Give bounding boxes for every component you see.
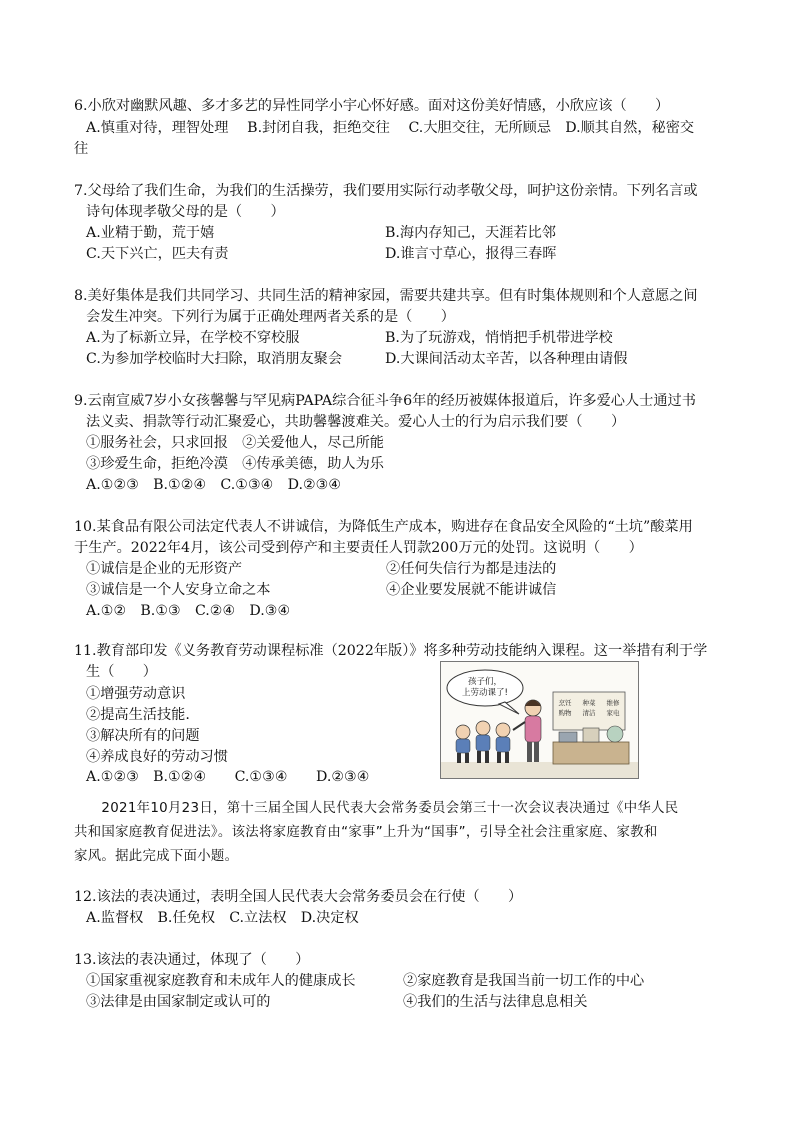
q7-option-c: C.天下兴亡，匹夫有责 xyxy=(86,246,229,262)
board-word-3: 维修 xyxy=(606,699,620,707)
q13-item-4: ④我们的生活与法律息息相关 xyxy=(403,994,588,1010)
q12-stem: 12.该法的表决通过，表明全国人民代表大会常务委员会在行使（ ） xyxy=(74,889,523,905)
q11-options: A.①②③ B.①②④ C.①③④ D.②③④ xyxy=(86,769,370,785)
q7-stem: 7.父母给了我们生命，为我们的生活操劳，我们要用实际行动孝敬父母，呵护这份亲情。下列名言或 xyxy=(74,183,698,199)
q13-stem: 13.该法的表决通过，体现了（ ） xyxy=(74,952,310,968)
q10-item-2: ②任何失信行为都是违法的 xyxy=(386,561,557,577)
q11-item-3: ③解决所有的问题 xyxy=(86,728,200,744)
material-line-2: 共和国家庭教育促进法》。该法将家庭教育由“家事”上升为“国事”，引导全社会注重家庭、家教和 xyxy=(74,825,658,840)
q10-item-3: ③诚信是一个人安身立命之本 xyxy=(86,582,271,598)
q7-option-a: A.业精于勤，荒于嬉 xyxy=(86,225,215,241)
bubble-line-1: 孩子们， xyxy=(467,677,503,687)
q8-option-b: B.为了玩游戏，悄悄把手机带进学校 xyxy=(385,330,613,346)
q10-item-1: ①诚信是企业的无形资产 xyxy=(86,561,243,577)
q8-stem-cont: 会发生冲突。下列行为属于正确处理两者关系的是（ ） xyxy=(86,309,455,325)
bubble-line-2: 上劳动课了! xyxy=(462,688,508,698)
q10-item-4: ④企业要发展就不能讲诚信 xyxy=(386,582,557,598)
board-word-6: 家电 xyxy=(606,709,620,717)
q7-stem-cont: 诗句体现孝敬父母的是（ ） xyxy=(86,204,285,220)
q13-item-3: ③法律是由国家制定或认可的 xyxy=(86,994,271,1010)
q11-item-2: ②提高生活技能. xyxy=(86,707,190,723)
q11-stem: 11.教育部印发《义务教育劳动课程标准（2022年版）》将多种劳动技能纳入课程。这一举措有利于学 xyxy=(74,643,708,659)
q6-options: A.慎重对待，理智处理 B.封闭自我，拒绝交往 C.大胆交往，无所顾忌 D.顺其自然，秘密交 xyxy=(86,120,695,136)
material-line-1: 2021年10月23日，第十三届全国人民代表大会常务委员会第三十一次会议表决通过《中华人民 xyxy=(74,801,679,816)
q13-item-1: ①国家重视家庭教育和未成年人的健康成长 xyxy=(86,973,356,989)
material-line-3: 家风。据此完成下面小题。 xyxy=(74,849,239,864)
labor-class-cartoon xyxy=(440,661,639,779)
q7-option-b: B.海内存知己，天涯若比邻 xyxy=(385,225,556,241)
q6-options-cont: 往 xyxy=(74,141,89,157)
q8-option-a: A.为了标新立异，在学校不穿校服 xyxy=(86,330,300,346)
q9-stem: 9.云南宣威7岁小女孩馨馨与罕见病PAPA综合征斗争6年的经历被媒体报道后，许多爱心人士通过书 xyxy=(74,393,696,409)
q8-option-d: D.大课间活动太辛苦，以各种理由请假 xyxy=(385,351,628,367)
q11-item-1: ①增强劳动意识 xyxy=(86,686,186,702)
q10-options: A.①② B.①③ C.②④ D.③④ xyxy=(86,603,291,619)
q9-items-2: ③珍爱生命，拒绝冷漠 ④传承美德，助人为乐 xyxy=(86,456,384,472)
board-word-1: 烹饪 xyxy=(558,699,572,707)
q9-items-1: ①服务社会，只求回报 ②关爱他人，尽己所能 xyxy=(86,435,384,451)
q11-item-4: ④养成良好的劳动习惯 xyxy=(86,749,228,765)
q9-stem-cont: 法义卖、捐款等行动汇聚爱心，共助馨馨渡难关。爱心人士的行为启示我们要（ ） xyxy=(86,414,626,430)
q12-options: A.监督权 B.任免权 C.立法权 D.决定权 xyxy=(86,910,359,926)
q13-item-2: ②家庭教育是我国当前一切工作的中心 xyxy=(403,973,645,989)
q9-options: A.①②③ B.①②④ C.①③④ D.②③④ xyxy=(86,477,342,493)
board-word-5: 清洁 xyxy=(582,709,596,717)
q10-stem-cont: 于生产。2022年4月，该公司受到停产和主要责任人罚款200万元的处罚。这说明（ ） xyxy=(74,540,643,556)
q8-option-c: C.为参加学校临时大扫除，取消朋友聚会 xyxy=(86,351,343,367)
q7-option-d: D.谁言寸草心，报得三春晖 xyxy=(385,246,557,262)
board-word-2: 种菜 xyxy=(582,699,596,707)
q6-stem: 6.小欣对幽默风趣、多才多艺的异性同学小宇心怀好感。面对这份美好情感，小欣应该（ ） xyxy=(74,98,670,114)
board-word-4: 购物 xyxy=(558,709,572,717)
q8-stem: 8.美好集体是我们共同学习、共同生活的精神家园，需要共建共享。但有时集体规则和个人意愿之间 xyxy=(74,288,698,304)
q11-stem-cont: 生（ ） xyxy=(86,664,157,680)
q10-stem: 10.某食品有限公司法定代表人不讲诚信，为降低生产成本，购进存在食品安全风险的“土坑”酸菜用 xyxy=(74,519,693,535)
